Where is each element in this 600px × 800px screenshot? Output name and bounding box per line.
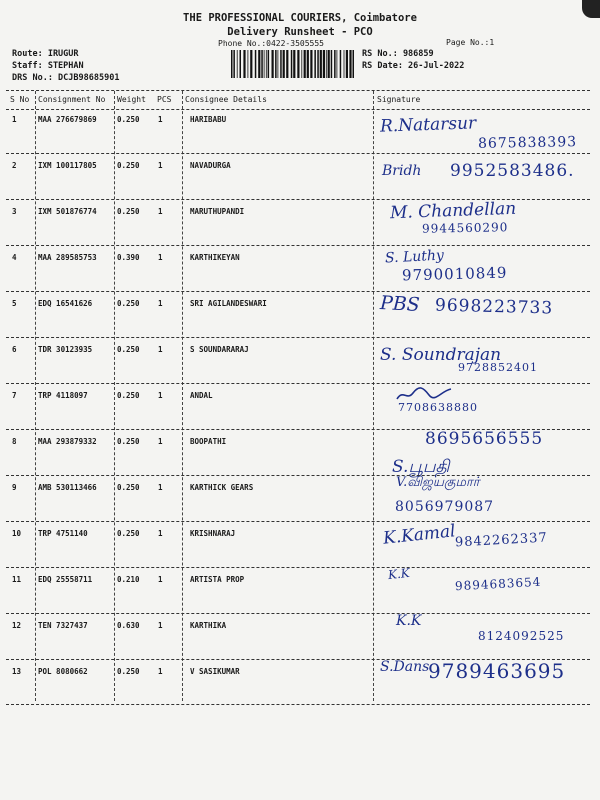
handwritten-signature: V.விஜயகுமார் xyxy=(396,475,480,490)
handwritten-phone-number: 8675838393 xyxy=(477,134,578,152)
handwritten-signature: R.Natarsur xyxy=(379,113,477,137)
consignment-number: EDQ 25558711 xyxy=(38,575,93,584)
handwritten-phone-number: 9790010849 xyxy=(401,263,508,285)
handwritten-phone-number: 9789463695 xyxy=(428,659,566,683)
barcode-bar xyxy=(233,50,235,78)
weight-value: 0.250 xyxy=(117,115,140,124)
row-serial-number: 9 xyxy=(12,483,17,492)
consignment-number: IXM 501876774 xyxy=(38,207,97,216)
weight-value: 0.210 xyxy=(117,575,140,584)
barcode-bar xyxy=(349,50,351,78)
handwritten-signature: S. Soundrajan xyxy=(380,345,502,365)
barcode-bar xyxy=(266,50,267,78)
weight-value: 0.250 xyxy=(117,299,140,308)
barcode-bar xyxy=(337,50,338,78)
weight-value: 0.250 xyxy=(117,345,140,354)
handwritten-phone-number: 8124092525 xyxy=(478,629,565,643)
weight-value: 0.630 xyxy=(117,621,140,630)
consignment-number: MAA 293879332 xyxy=(38,437,97,446)
consignment-number: TRP 4118097 xyxy=(38,391,88,400)
row-divider xyxy=(6,383,590,384)
pieces-count: 1 xyxy=(158,345,163,354)
row-serial-number: 4 xyxy=(12,253,17,262)
pieces-count: 1 xyxy=(158,575,163,584)
table-header-rule xyxy=(6,109,590,110)
handwritten-signature: K.K xyxy=(387,565,411,583)
consignee-name: MARUTHUPANDI xyxy=(190,207,245,216)
pieces-count: 1 xyxy=(158,621,163,630)
consignee-name: S SOUNDARARAJ xyxy=(190,345,249,354)
consignment-number: EDQ 16541626 xyxy=(38,299,93,308)
row-divider xyxy=(6,613,590,614)
barcode-bar xyxy=(291,50,293,78)
barcode-bar xyxy=(344,50,345,78)
handwritten-phone-number: 7708638880 xyxy=(398,401,478,414)
barcode-bar xyxy=(307,50,309,78)
consignee-name: KARTHICK GEARS xyxy=(190,483,254,492)
header-signature: Signature xyxy=(377,95,421,104)
handwritten-signature: PBS xyxy=(379,291,421,317)
barcode-bar xyxy=(346,50,348,78)
handwritten-phone-number: 9842262337 xyxy=(454,530,549,551)
row-divider xyxy=(6,337,590,338)
barcode-bar xyxy=(328,50,330,78)
barcode-bar xyxy=(320,50,322,78)
barcode xyxy=(230,50,358,78)
weight-value: 0.250 xyxy=(117,483,140,492)
route-label: Route: IRUGUR xyxy=(12,49,79,59)
rs-number: RS No.: 986859 xyxy=(362,49,434,59)
header-pcs: PCS xyxy=(157,95,172,104)
row-serial-number: 2 xyxy=(12,161,17,170)
handwritten-phone-number: 9728852401 xyxy=(458,361,538,374)
pieces-count: 1 xyxy=(158,437,163,446)
consignee-name: KARTHIKEYAN xyxy=(190,253,240,262)
handwritten-signature: S.Dans xyxy=(380,659,430,675)
barcode-bar xyxy=(248,50,249,78)
table-top-rule xyxy=(6,90,590,91)
barcode-bar xyxy=(261,50,263,78)
barcode-bar xyxy=(314,50,316,78)
pieces-count: 1 xyxy=(158,667,163,676)
drs-number: DRS No.: DCJB98685901 xyxy=(12,73,120,83)
barcode-bar xyxy=(331,50,333,78)
barcode-bar xyxy=(250,50,252,78)
barcode-bar xyxy=(278,50,279,78)
consignment-number: POL 8080662 xyxy=(38,667,88,676)
handwritten-phone-number: 9894683654 xyxy=(454,574,542,594)
handwritten-phone-number: 9944560290 xyxy=(421,220,509,236)
pieces-count: 1 xyxy=(158,207,163,216)
consignee-name: SRI AGILANDESWARI xyxy=(190,299,267,308)
handwritten-phone-number: 9698223733 xyxy=(434,295,554,319)
row-serial-number: 1 xyxy=(12,115,17,124)
barcode-bar xyxy=(301,50,302,78)
pieces-count: 1 xyxy=(158,529,163,538)
weight-value: 0.250 xyxy=(117,391,140,400)
header-consignment: Consignment No xyxy=(38,95,106,104)
rs-date: RS Date: 26-Jul-2022 xyxy=(362,61,465,71)
barcode-bar xyxy=(237,50,238,78)
handwritten-phone-number: 8695656555 xyxy=(425,429,544,449)
barcode-bar xyxy=(286,50,288,78)
barcode-bar xyxy=(310,50,312,78)
consignment-number: AMB 530113466 xyxy=(38,483,97,492)
staff-label: Staff: STEPHAN xyxy=(12,61,84,71)
handwritten-phone-number: 8056979087 xyxy=(395,499,495,515)
barcode-bar xyxy=(293,50,295,78)
barcode-bar xyxy=(275,50,277,78)
consignment-number: TEN 7327437 xyxy=(38,621,88,630)
row-divider xyxy=(6,475,590,476)
weight-value: 0.250 xyxy=(117,667,140,676)
handwritten-phone-number: 9952583486. xyxy=(450,161,575,181)
row-serial-number: 3 xyxy=(12,207,17,216)
row-serial-number: 8 xyxy=(12,437,17,446)
pieces-count: 1 xyxy=(158,115,163,124)
pieces-count: 1 xyxy=(158,299,163,308)
handwritten-signature: Bridh xyxy=(382,163,422,179)
row-serial-number: 6 xyxy=(12,345,17,354)
weight-value: 0.250 xyxy=(117,529,140,538)
barcode-bar xyxy=(323,50,325,78)
document-title: Delivery Runsheet - PCO xyxy=(227,26,373,38)
page-number: Page No.:1 xyxy=(446,38,495,47)
barcode-bar xyxy=(258,50,260,78)
header-weight: Weight xyxy=(117,95,146,104)
barcode-bar xyxy=(255,50,256,78)
consignee-name: KARTHIKA xyxy=(190,621,227,630)
row-serial-number: 7 xyxy=(12,391,17,400)
barcode-bar xyxy=(240,50,242,78)
pieces-count: 1 xyxy=(158,161,163,170)
barcode-bar xyxy=(280,50,282,78)
company-name: THE PROFESSIONAL COURIERS, Coimbatore xyxy=(183,12,417,24)
weight-value: 0.390 xyxy=(117,253,140,262)
consignment-number: TDR 30123935 xyxy=(38,345,93,354)
barcode-bar xyxy=(304,50,306,78)
row-divider xyxy=(6,291,590,292)
barcode-bar xyxy=(340,50,342,78)
consignment-number: TRP 4751140 xyxy=(38,529,88,538)
weight-value: 0.250 xyxy=(117,207,140,216)
consignee-name: ARTISTA PROP xyxy=(190,575,245,584)
barcode-bar xyxy=(283,50,285,78)
consignee-name: V SASIKUMAR xyxy=(190,667,240,676)
barcode-bar xyxy=(334,50,336,78)
header-sno: S No xyxy=(10,95,30,104)
consignee-name: BOOPATHI xyxy=(190,437,227,446)
pieces-count: 1 xyxy=(158,253,163,262)
barcode-bar xyxy=(268,50,270,78)
company-phone: Phone No.:0422-3505555 xyxy=(218,39,324,48)
handwritten-signature: K.K xyxy=(396,613,422,629)
consignment-number: MAA 289585753 xyxy=(38,253,97,262)
barcode-bar xyxy=(264,50,265,78)
consignment-number: IXM 100117805 xyxy=(38,161,97,170)
barcode-bar xyxy=(317,50,319,78)
consignee-name: KRISHNARAJ xyxy=(190,529,236,538)
row-serial-number: 5 xyxy=(12,299,17,308)
row-serial-number: 13 xyxy=(12,667,22,676)
header-consignee: Consignee Details xyxy=(185,95,267,104)
handwritten-signature: S. Luthy xyxy=(384,247,445,267)
barcode-bar xyxy=(272,50,274,78)
consignee-name: ANDAL xyxy=(190,391,213,400)
weight-value: 0.250 xyxy=(117,437,140,446)
weight-value: 0.250 xyxy=(117,161,140,170)
row-serial-number: 12 xyxy=(12,621,22,630)
consignee-name: NAVADURGA xyxy=(190,161,231,170)
barcode-bar xyxy=(243,50,245,78)
row-serial-number: 11 xyxy=(12,575,22,584)
row-divider xyxy=(6,521,590,522)
row-divider xyxy=(6,245,590,246)
handwritten-signature: K.Kamal xyxy=(382,521,457,549)
row-serial-number: 10 xyxy=(12,529,22,538)
barcode-bar xyxy=(353,50,355,78)
consignee-name: HARIBABU xyxy=(190,115,227,124)
row-divider xyxy=(6,153,590,154)
pieces-count: 1 xyxy=(158,391,163,400)
table-bottom-rule xyxy=(6,704,590,705)
row-divider xyxy=(6,567,590,568)
barcode-bar xyxy=(297,50,299,78)
consignment-number: MAA 276679869 xyxy=(38,115,97,124)
barcode-bar xyxy=(326,50,327,78)
handwritten-signature: M. Chandellan xyxy=(389,198,517,224)
pieces-count: 1 xyxy=(158,483,163,492)
barcode-bar xyxy=(231,50,233,78)
handwritten-signature: S.பூபதி xyxy=(392,457,450,477)
